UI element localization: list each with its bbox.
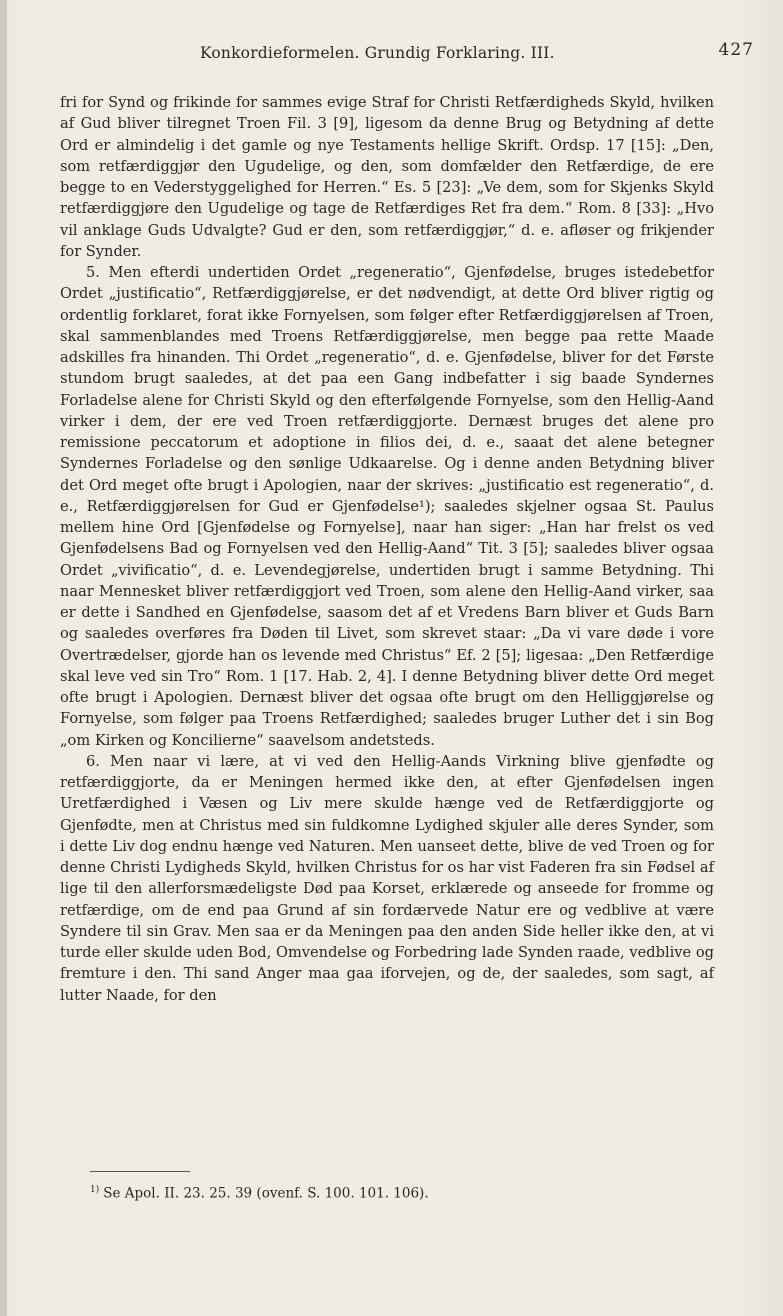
paragraph-continuation: fri for Synd og frikinde for sammes evige Straf for Christi Retfærdigheds Skyld, hvilken af Gud bliver tilregnet Troen Fil. 3 [9], ligesom da denne Brug og Betydning af dette Ord er almindelig i det gamle og nye Testaments hellige Skrift. Ordsp. 17 [15]: „Den, som retfærdiggjør den Ugudelige, og den, som domfælder den Retfærdige, de ere begge to en Vederstyggelighed for Herren.“ Es. 5 [23]: „Ve dem, som for Skjenks Skyld retfærdiggjøre den Ugudelige og tage de Retfærdiges Ret fra dem.“ Rom. 8 [33]: „Hvo vil anklage Guds Udvalgte? Gud er den, som retfærdiggjør,“ d. e. afløser og frikjender for Synder. [60,94,714,260]
main-text [60,92,714,1006]
paragraph-5: 5. Men efterdi undertiden Ordet „regeneratio“, Gjenfødelse, bruges istedebetfor Ordet „justificatio“, Retfærdiggjørelse, er det nødvendigt, at dette Ord bliver rigtig og ordentlig forklaret, forat ikke Fornyelsen, som følger efter Retfærdiggjørelsen af Troen, skal sammenblandes med Troens Retfærdiggjørelse, men begge paa rette Maade adskilles fra hinanden. Thi Ordet „regeneratio“, d. e. Gjenfødelse, bliver for det Første stundom brugt saaledes, at det paa een Gang indbefatter i sig baade Syndernes Forladelse alene for Christi Skyld og den efterfølgende Fornyelse, som den Hellig-Aand virker i dem, der ere ved Troen retfærdiggjorte. Dernæst bruges det alene pro remissione peccatorum et adoptione in filios dei, d. e., saaat det alene betegner Syndernes Forladelse og den sønlige Udkaarelse. Og i denne anden Betydning bliver det Ord meget ofte brugt i Apologien, naar der skrives: „justificatio est regeneratio“, d. e., Retfærdiggjørelsen for Gud er Gjenfødelse¹); saaledes skjelner ogsaa St. Paulus mellem hine Ord [Gjenfødelse og Fornyelse], naar han siger: „Han har frelst os ved Gjenfødelsens Bad og Fornyelsen ved den Hellig-Aand“ Tit. 3 [5]; saaledes bliver ogsaa Ordet „vivificatio“, d. e. Levendegjørelse, undertiden brugt i samme Betydning. Thi naar Mennesket bliver retfærdiggjort ved Troen, som alene den Hellig-Aand virker, saa er dette i Sandhed en Gjenfødelse, saasom det af et Vredens Barn bliver et Guds Barn og saaledes overføres fra Døden til Livet, som skrevet staar: „Da vi vare døde i vore Overtrædelser, gjorde han os levende med Christus“ Ef. 2 [5]; ligesaa: „Den Retfærdige skal leve ved sin Tro“ Rom. 1 [17. Hab. 2, 4]. I denne Betydning bliver dette Ord meget ofte brugt i Apologien. Dernæst bliver det ogsaa ofte brugt om den Helliggjørelse og Fornyelse, som følger paa Troens Retfærdighed; saaledes bruger Luther det i sin Bog „om Kirken og Koncilierne“ saavelsom andetsteds. [60,264,714,749]
page-header [60,40,754,70]
page-number: 427 [718,40,754,60]
footnote-marker: 1) [90,1185,100,1195]
paragraph-6: 6. Men naar vi lære, at vi ved den Hellig-Aands Virkning blive gjenfødte og retfærdiggjorte, da er Meningen hermed ikke den, at efter Gjenfødelsen ingen Uretfærdighed i Væsen og Liv mere skulde hænge ved de Retfærdiggjorte og Gjenfødte, men at Christus med sin fuldkomne Lydighed skjuler alle deres Synder, som i dette Liv dog endnu hænge ved Naturen. Men uanseet dette, blive de ved Troen og for denne Christi Lydigheds Skyld, hvilken Christus for os har vist Faderen fra sin Fødsel af lige til den allerforsmædeligste Død paa Korset, erklærede og anseede for fromme og retfærdige, om de end paa Grund af sin fordærvede Natur ere og vedblive at være Syndere til sin Grav. Men saa er da Meningen paa den anden Side heller ikke den, at vi turde eller skulde uden Bod, Omvendelse og Forbedring lade Synden raade, vedblive og fremture i den. Thi sand Anger maa gaa iforvejen, og de, der saaledes, som sagt, af lutter Naade, for den [60,752,714,1004]
footnote [90,1180,710,1204]
page-spine-edge [0,0,7,1316]
footnote-divider [90,1171,190,1172]
running-title: Konkordieformelen. Grundig Forklaring. III. [200,44,555,62]
footnote-text: Se Apol. II. 23. 25. 39 (ovenf. S. 100. 101. 106). [103,1185,429,1202]
